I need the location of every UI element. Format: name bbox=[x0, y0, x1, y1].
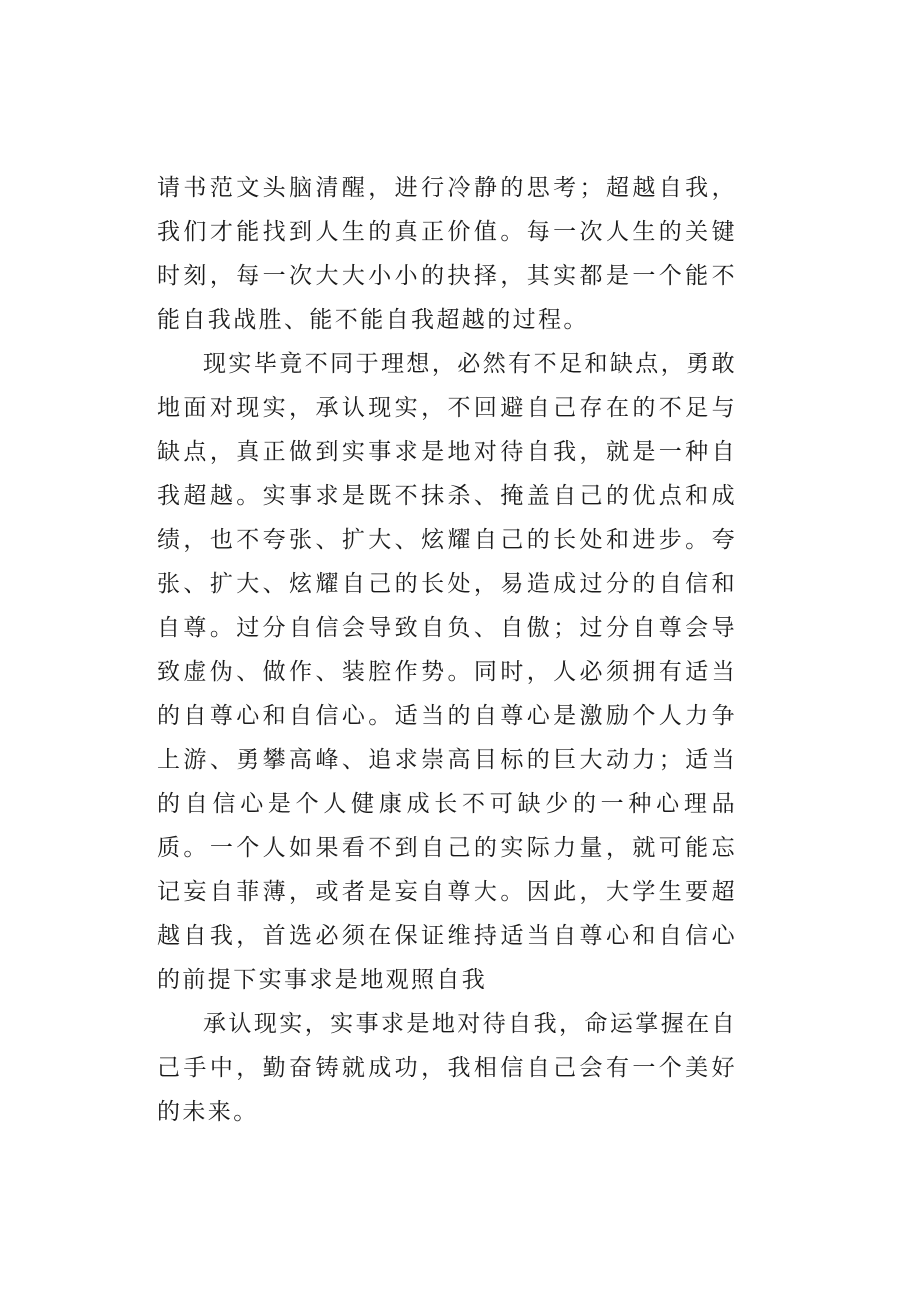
paragraph-2: 现实毕竟不同于理想，必然有不足和缺点，勇敢地面对现实，承认现实，不回避自己存在的不足与缺点，真正做到实事求是地对待自我，就是一种自我超越。实事求是既不抹杀、掩盖自己的优点和成绩，也不夸张、扩大、炫耀自己的长处和进步。夸张、扩大、炫耀自己的长处，易造成过分的自信和自尊。过分自信会导致自负、自傲；过分自尊会导致虚伪、做作、装腔作势。同时，人必须拥有适当的自尊心和自信心。适当的自尊心是激励个人力争上游、勇攀高峰、追求崇高目标的巨大动力；适当的自信心是个人健康成长不可缺少的一种心理品质。一个人如果看不到自己的实际力量，就可能忘记妄自菲薄，或者是妄自尊大。因此，大学生要超越自我，首选必须在保证维持适当自尊心和自信心的前提下实事求是地观照自我 bbox=[157, 351, 737, 993]
document-body bbox=[157, 166, 737, 1134]
paragraph-3: 承认现实，实事求是地对待自我，命运掌握在自己手中，勤奋铸就成功，我相信自己会有一个美好的未来。 bbox=[157, 1011, 737, 1125]
paragraph-1: 请书范文头脑清醒，进行冷静的思考；超越自我，我们才能找到人生的真正价值。每一次人生的关键时刻，每一次大大小小的抉择，其实都是一个能不能自我战胜、能不能自我超越的过程。 bbox=[157, 175, 737, 333]
